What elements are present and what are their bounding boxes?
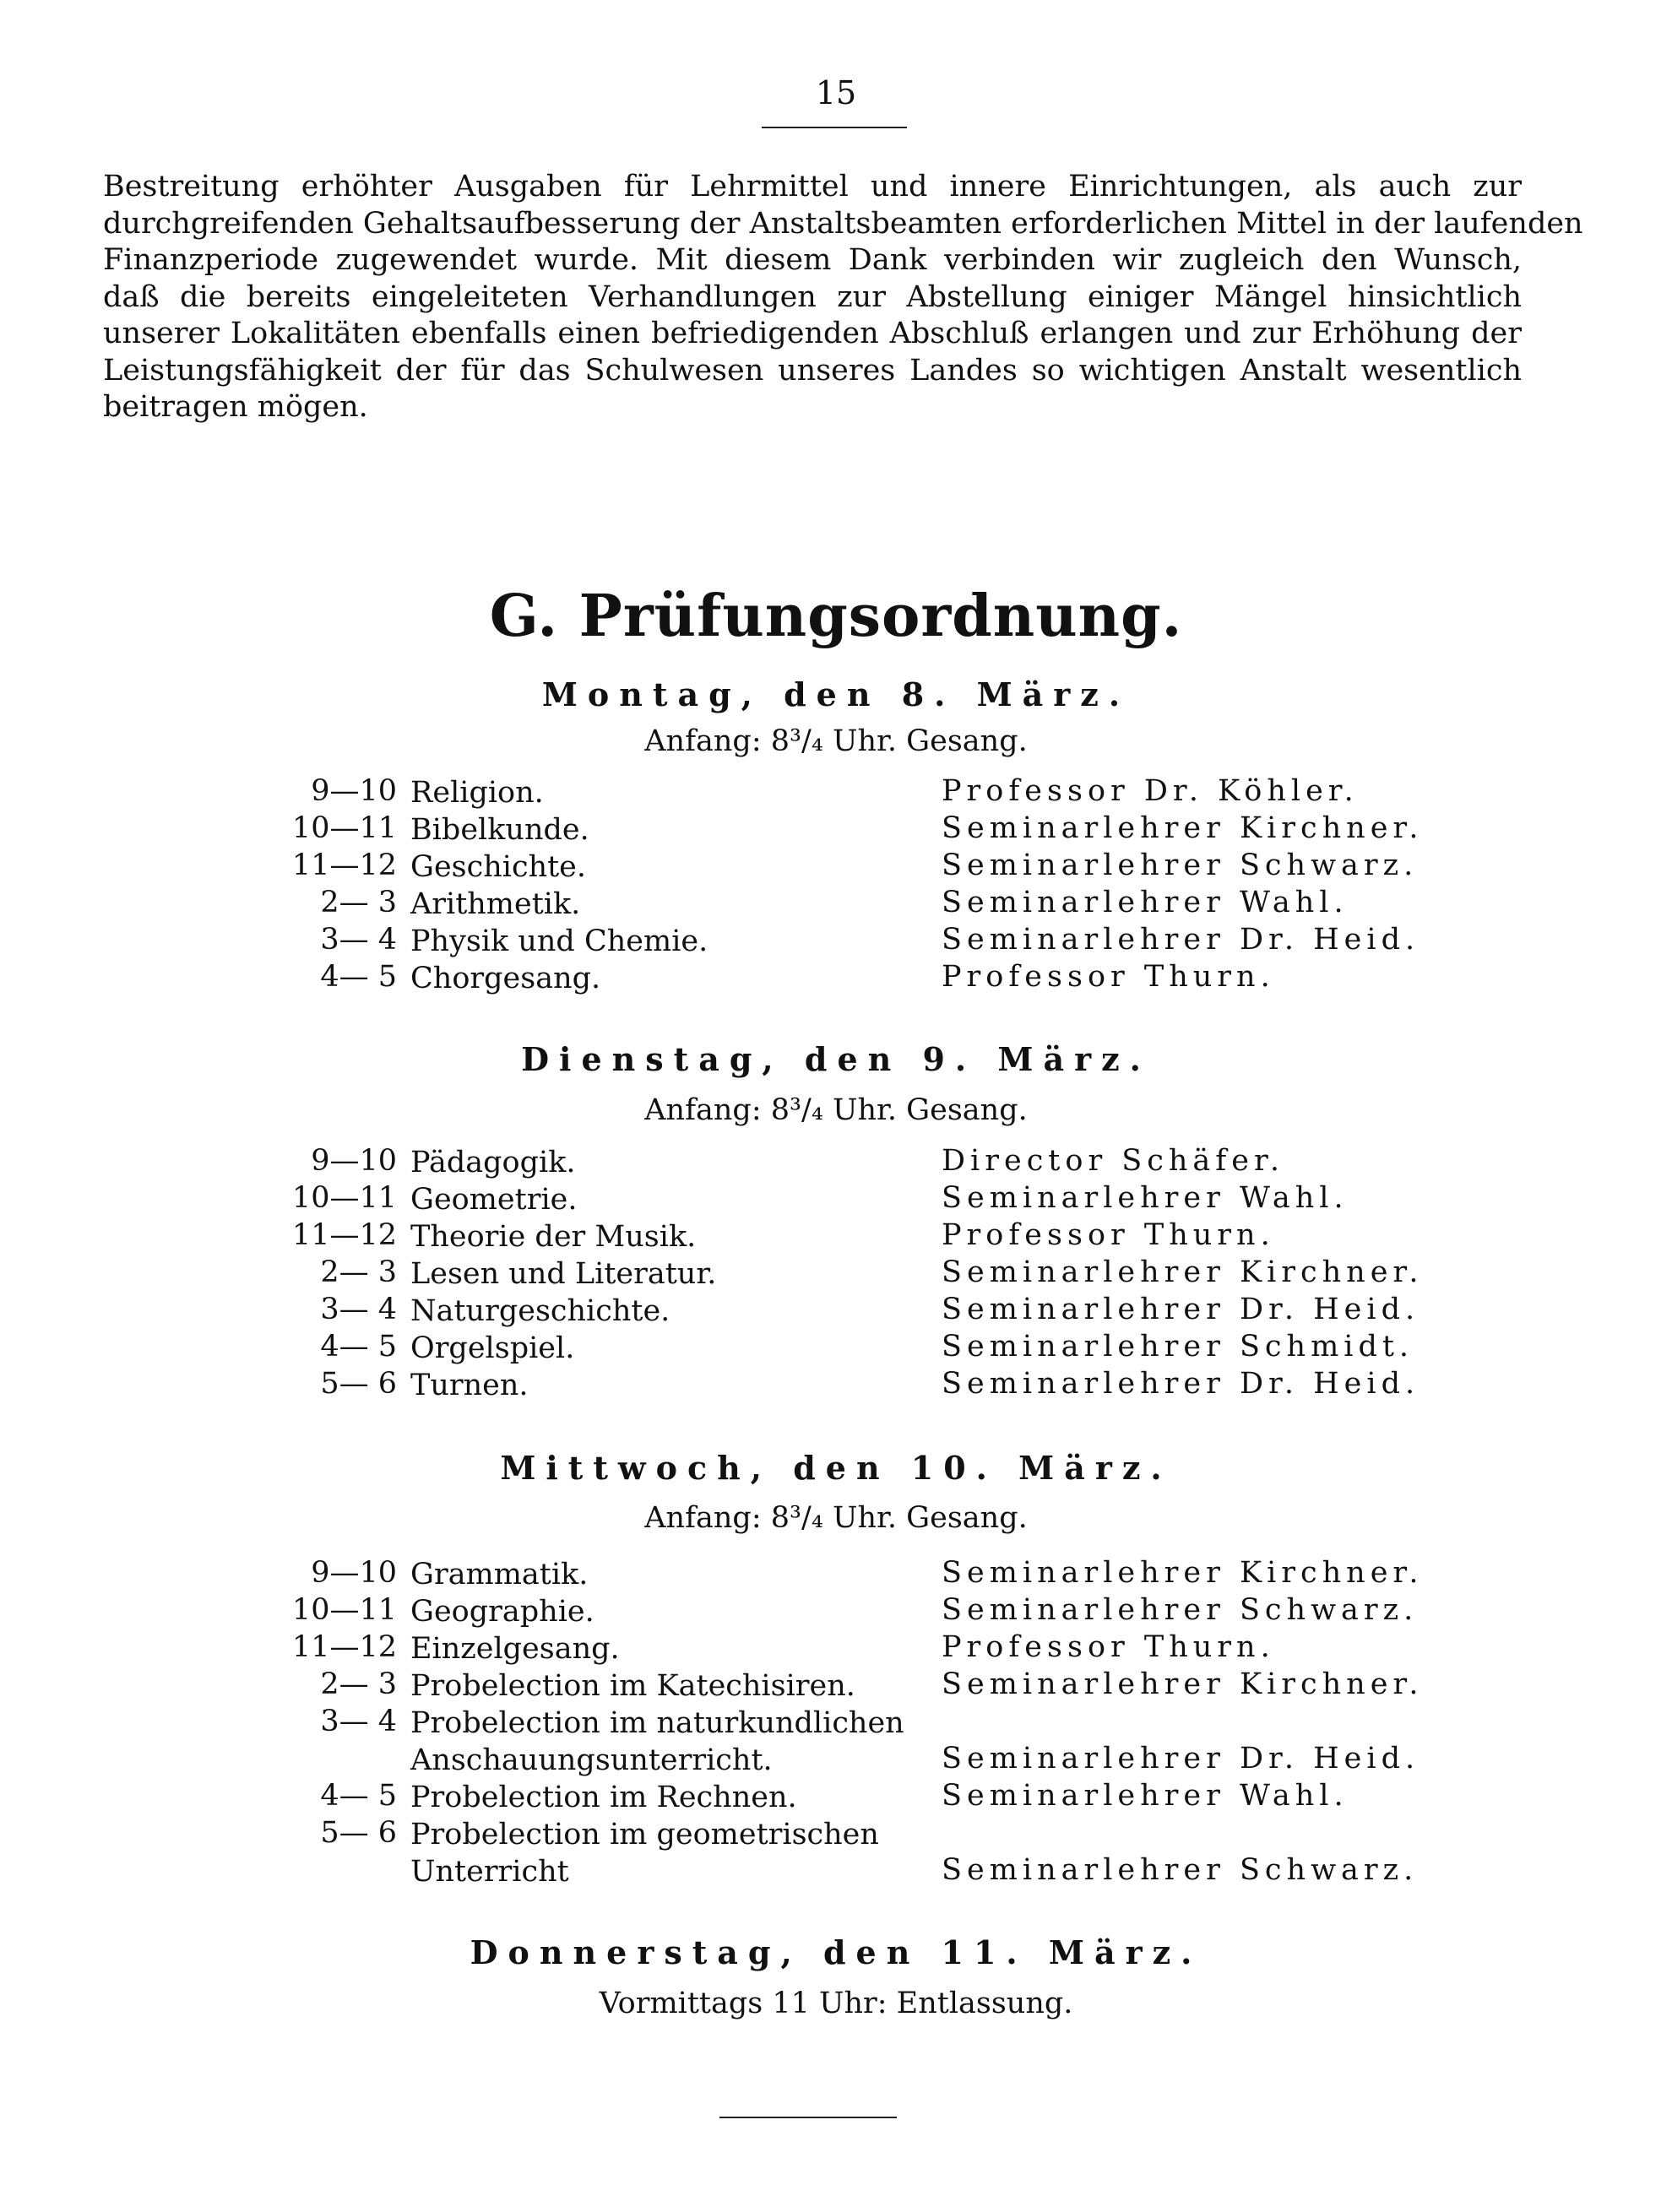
teacher: Seminarlehrer Kirchner. — [942, 811, 1424, 845]
time-slot: 10—11 — [291, 1181, 397, 1215]
time-slot: 11—12 — [291, 1630, 397, 1664]
teacher: Seminarlehrer Dr. Heid. — [942, 1293, 1420, 1326]
time-slot: 10—11 — [291, 1593, 397, 1627]
subject: Chorgesang. — [410, 962, 601, 995]
intro-line: unserer Lokalitäten ebenfalls einen befriedigenden Abschluß erlangen und zur Erhöhung der — [103, 317, 1522, 350]
teacher: Professor Thurn. — [942, 1218, 1275, 1252]
schedule-monday — [0, 774, 1672, 997]
schedule-wednesday — [0, 1556, 1672, 1890]
schedule-row — [0, 1630, 1672, 1667]
teacher: Seminarlehrer Schwarz. — [942, 848, 1419, 882]
subject: Orgelspiel. — [410, 1331, 575, 1365]
schedule-row — [0, 1293, 1672, 1330]
schedule-row — [0, 1779, 1672, 1816]
day-heading-tuesday: Dienstag, den 9. März. — [521, 1040, 1151, 1078]
intro-line: Finanzperiode zugewendet wurde. Mit diesem Dank verbinden wir zugleich den Wunsch, — [103, 243, 1522, 277]
teacher: Seminarlehrer Dr. Heid. — [942, 923, 1420, 957]
subject: Arithmetik. — [410, 887, 581, 921]
subject: Einzelgesang. — [410, 1632, 620, 1666]
subject: Religion. — [410, 776, 544, 810]
time-slot: 4— 5 — [320, 960, 397, 994]
time-slot: 10—11 — [291, 811, 397, 845]
schedule-row — [0, 886, 1672, 923]
teacher: Director Schäfer. — [942, 1144, 1284, 1178]
time-slot: 4— 5 — [320, 1330, 397, 1364]
day-heading-wednesday: Mittwoch, den 10. März. — [500, 1449, 1172, 1487]
schedule-row — [0, 1181, 1672, 1218]
time-slot: 4— 5 — [320, 1779, 397, 1813]
schedule-row — [0, 1367, 1672, 1404]
schedule-tuesday — [0, 1144, 1672, 1404]
teacher: Seminarlehrer Kirchner. — [942, 1556, 1424, 1590]
intro-paragraph — [103, 169, 1583, 426]
subject: Probelection im geometrischen Unterricht — [410, 1818, 879, 1889]
schedule-row — [0, 1556, 1672, 1593]
subject: Naturgeschichte. — [410, 1294, 670, 1328]
teacher: Seminarlehrer Schwarz. — [942, 1853, 1419, 1887]
page-number: 15 — [815, 74, 857, 111]
time-slot: 2— 3 — [320, 1667, 397, 1701]
time-slot: 5— 6 — [320, 1816, 397, 1850]
schedule-row — [0, 811, 1672, 848]
schedule-row — [0, 1667, 1672, 1705]
start-line-tuesday: Anfang: 8³/₄ Uhr. Gesang. — [644, 1093, 1028, 1127]
schedule-row — [0, 1593, 1672, 1630]
teacher: Seminarlehrer Wahl. — [942, 1181, 1349, 1215]
subject: Theorie der Musik. — [410, 1220, 697, 1254]
subject: Turnen. — [410, 1369, 529, 1402]
subject: Pädagogik. — [410, 1146, 576, 1179]
teacher: Professor Thurn. — [942, 960, 1275, 994]
subject: Geographie. — [410, 1595, 594, 1629]
time-slot: 11—12 — [291, 1218, 397, 1252]
subject: Probelection im Katechisiren. — [410, 1669, 855, 1703]
time-slot: 11—12 — [291, 848, 397, 882]
subject: Lesen und Literatur. — [410, 1257, 717, 1291]
subject: Geschichte. — [410, 850, 587, 884]
teacher: Professor Thurn. — [942, 1630, 1275, 1664]
intro-line: Bestreitung erhöhter Ausgaben für Lehrmittel und innere Einrichtungen, als auch zur — [103, 170, 1522, 203]
teacher: Seminarlehrer Dr. Heid. — [942, 1742, 1420, 1776]
start-line-wednesday: Anfang: 8³/₄ Uhr. Gesang. — [644, 1501, 1028, 1535]
start-line-monday: Anfang: 8³/₄ Uhr. Gesang. — [644, 724, 1028, 758]
intro-line: durchgreifenden Gehaltsaufbesserung der Anstaltsbeamten erforderlichen Mittel in der laufenden — [103, 206, 1583, 241]
page-end-rule — [719, 2117, 897, 2118]
schedule-row — [0, 1705, 1672, 1779]
time-slot: 5— 6 — [320, 1367, 397, 1401]
schedule-row — [0, 848, 1672, 886]
schedule-row — [0, 1330, 1672, 1367]
teacher: Seminarlehrer Dr. Heid. — [942, 1367, 1420, 1401]
time-slot: 3— 4 — [320, 1705, 397, 1738]
teacher: Seminarlehrer Schmidt. — [942, 1330, 1414, 1364]
schedule-row — [0, 960, 1672, 997]
time-slot: 2— 3 — [320, 1255, 397, 1289]
schedule-row — [0, 1218, 1672, 1255]
teacher: Seminarlehrer Wahl. — [942, 886, 1349, 919]
closing-line: Vormittags 11 Uhr: Entlassung. — [599, 1987, 1073, 2020]
schedule-row — [0, 923, 1672, 960]
time-slot: 3— 4 — [320, 923, 397, 957]
time-slot: 9—10 — [311, 774, 397, 808]
day-heading-monday: Montag, den 8. März. — [541, 675, 1131, 713]
time-slot: 9—10 — [311, 1144, 397, 1178]
day-heading-thursday: Donnerstag, den 11. März. — [470, 1933, 1202, 1971]
subject: Probelection im naturkundlichen Anschauungsunterricht. — [410, 1706, 904, 1777]
schedule-row — [0, 774, 1672, 811]
schedule-row — [0, 1144, 1672, 1181]
intro-line: Leistungsfähigkeit der für das Schulwesen unseres Landes so wichtigen Anstalt wesentlich — [103, 353, 1522, 388]
teacher: Seminarlehrer Schwarz. — [942, 1593, 1419, 1627]
subject: Bibelkunde. — [410, 813, 589, 847]
teacher: Seminarlehrer Kirchner. — [942, 1255, 1424, 1289]
page-number-rule — [762, 127, 907, 128]
teacher: Seminarlehrer Kirchner. — [942, 1667, 1424, 1701]
subject: Geometrie. — [410, 1183, 578, 1217]
time-slot: 9—10 — [311, 1556, 397, 1590]
teacher: Seminarlehrer Wahl. — [942, 1779, 1349, 1813]
subject: Grammatik. — [410, 1558, 589, 1591]
subject: Probelection im Rechnen. — [410, 1781, 797, 1814]
schedule-row — [0, 1255, 1672, 1293]
time-slot: 2— 3 — [320, 886, 397, 919]
intro-line: daß die bereits eingeleiteten Verhandlungen zur Abstellung einiger Mängel hinsichtlich — [103, 279, 1522, 314]
intro-line: beitragen mögen. — [103, 390, 368, 424]
teacher: Professor Dr. Köhler. — [942, 774, 1359, 808]
section-heading: G. Prüfungsordnung. — [489, 583, 1183, 650]
subject: Physik und Chemie. — [410, 924, 708, 958]
schedule-row — [0, 1816, 1672, 1890]
time-slot: 3— 4 — [320, 1293, 397, 1326]
